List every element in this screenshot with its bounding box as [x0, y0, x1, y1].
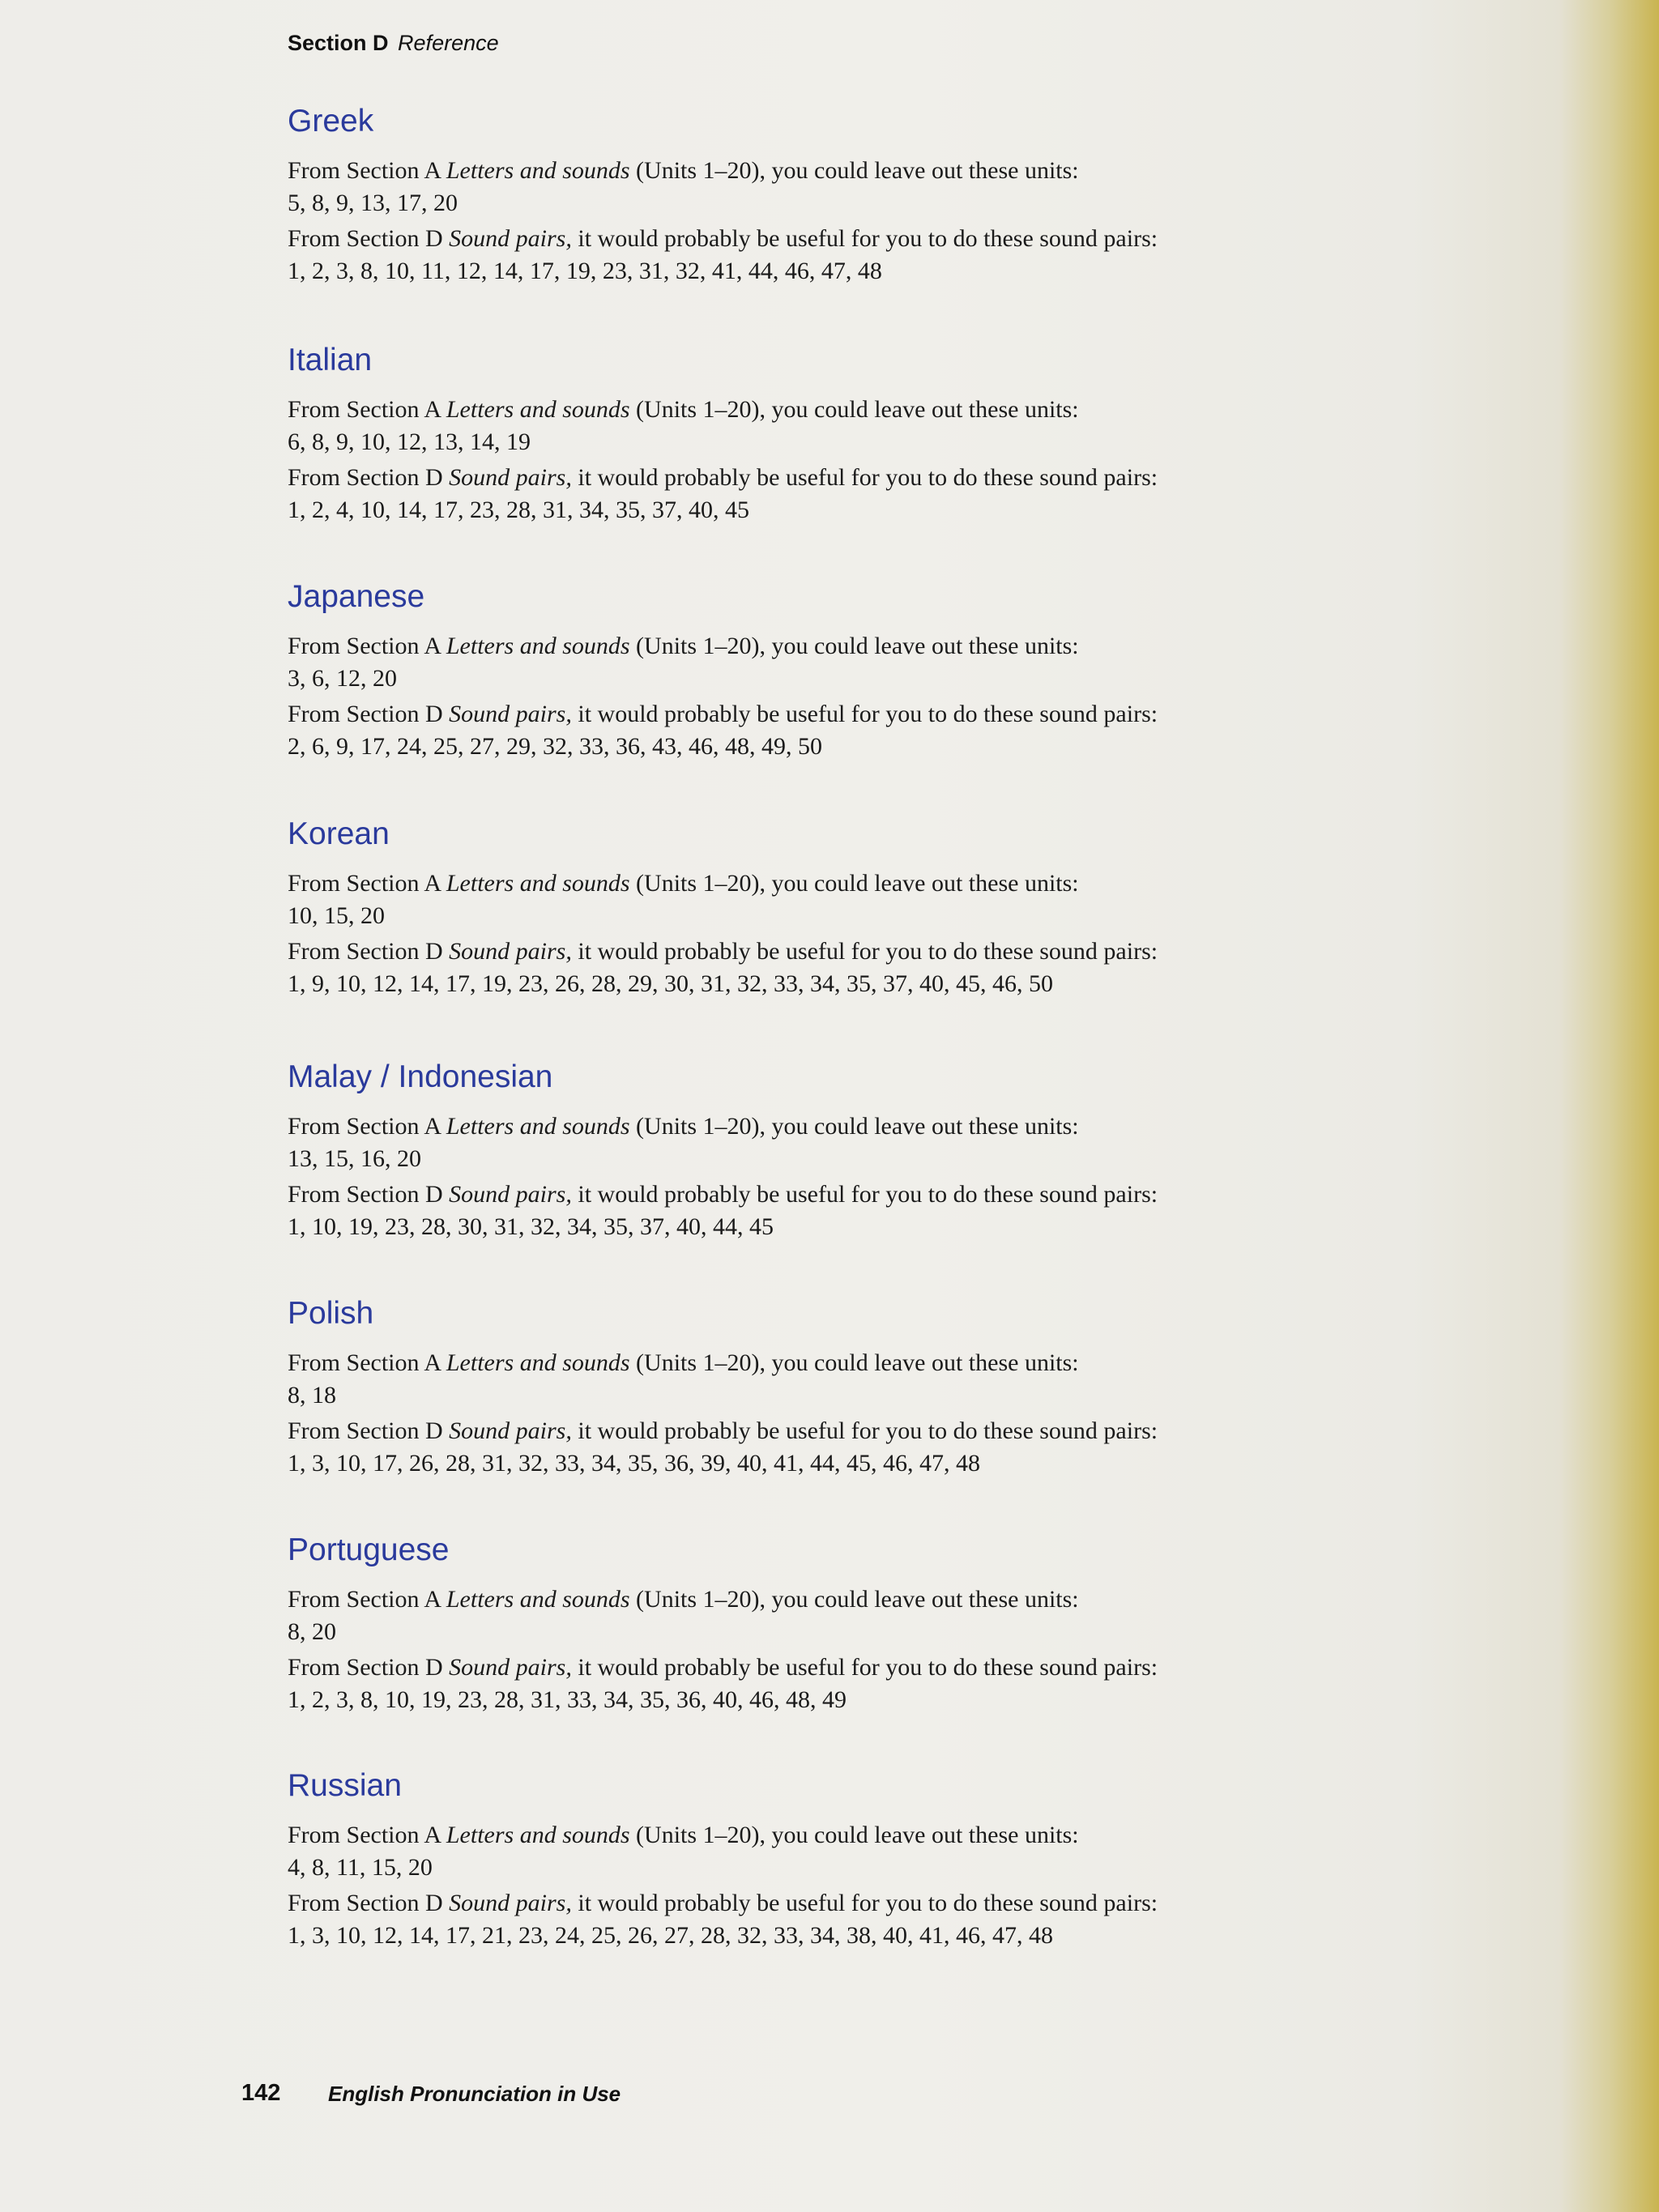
language-heading: Polish: [288, 1296, 374, 1331]
running-head-section-label: Section D: [288, 31, 389, 55]
section-a-instruction: From Section A Letters and sounds (Units 1–20), you could leave out these units:: [288, 1821, 1079, 1848]
units-list: 10, 15, 20: [288, 901, 385, 929]
running-head-section-name: Reference: [398, 31, 499, 55]
sound-pairs-list: 1, 2, 3, 8, 10, 19, 23, 28, 31, 33, 34, 35, 36, 40, 46, 48, 49: [288, 1686, 847, 1713]
sound-pairs-list: 1, 2, 3, 8, 10, 11, 12, 14, 17, 19, 23, 31, 32, 41, 44, 46, 47, 48: [288, 257, 882, 284]
section-d-instruction: From Section D Sound pairs, it would probably be useful for you to do these sound pairs:: [288, 1889, 1158, 1916]
running-head: [288, 31, 499, 56]
units-list: 5, 8, 9, 13, 17, 20: [288, 189, 458, 216]
units-list: 8, 20: [288, 1617, 336, 1645]
units-list: 4, 8, 11, 15, 20: [288, 1853, 433, 1881]
section-a-instruction: From Section A Letters and sounds (Units 1–20), you could leave out these units:: [288, 156, 1079, 184]
language-section-greek: [288, 104, 1486, 291]
language-section-russian: [288, 1768, 1486, 1955]
section-d-instruction: From Section D Sound pairs, it would probably be useful for you to do these sound pairs:: [288, 937, 1158, 965]
language-section-portuguese: [288, 1532, 1486, 1720]
book-title: English Pronunciation in Use: [328, 2082, 621, 2106]
section-a-instruction: From Section A Letters and sounds (Units 1–20), you could leave out these units:: [288, 869, 1079, 897]
language-heading: Korean: [288, 816, 390, 851]
language-section-polish: [288, 1296, 1486, 1483]
language-section-italian: [288, 343, 1486, 530]
units-list: 6, 8, 9, 10, 12, 13, 14, 19: [288, 428, 531, 455]
section-d-instruction: From Section D Sound pairs, it would probably be useful for you to do these sound pairs:: [288, 1653, 1158, 1681]
language-heading: Italian: [288, 343, 373, 377]
language-section-malay-indonesian: [288, 1059, 1486, 1247]
section-d-instruction: From Section D Sound pairs, it would probably be useful for you to do these sound pairs:: [288, 224, 1158, 252]
sound-pairs-list: 1, 9, 10, 12, 14, 17, 19, 23, 26, 28, 29, 30, 31, 32, 33, 34, 35, 37, 40, 45, 46, 50: [288, 970, 1053, 997]
sound-pairs-list: 1, 3, 10, 17, 26, 28, 31, 32, 33, 34, 35, 36, 39, 40, 41, 44, 45, 46, 47, 48: [288, 1449, 980, 1477]
language-section-japanese: [288, 579, 1486, 766]
section-a-instruction: From Section A Letters and sounds (Units 1–20), you could leave out these units:: [288, 1349, 1079, 1376]
section-a-instruction: From Section A Letters and sounds (Units 1–20), you could leave out these units:: [288, 1585, 1079, 1613]
language-heading: Japanese: [288, 579, 425, 614]
sound-pairs-list: 1, 3, 10, 12, 14, 17, 21, 23, 24, 25, 26, 27, 28, 32, 33, 34, 38, 40, 41, 46, 47, 48: [288, 1921, 1053, 1949]
language-section-korean: [288, 816, 1486, 1004]
sound-pairs-list: 1, 10, 19, 23, 28, 30, 31, 32, 34, 35, 37, 40, 44, 45: [288, 1213, 774, 1240]
section-a-instruction: From Section A Letters and sounds (Units 1–20), you could leave out these units:: [288, 1112, 1079, 1140]
section-d-instruction: From Section D Sound pairs, it would probably be useful for you to do these sound pairs:: [288, 700, 1158, 727]
units-list: 8, 18: [288, 1381, 336, 1409]
page-number: 142: [241, 2080, 281, 2106]
section-d-instruction: From Section D Sound pairs, it would probably be useful for you to do these sound pairs:: [288, 1180, 1158, 1208]
language-heading: Malay / Indonesian: [288, 1059, 553, 1094]
units-list: 13, 15, 16, 20: [288, 1144, 421, 1172]
section-a-instruction: From Section A Letters and sounds (Units 1–20), you could leave out these units:: [288, 395, 1079, 423]
language-heading: Russian: [288, 1768, 402, 1803]
section-d-instruction: From Section D Sound pairs, it would probably be useful for you to do these sound pairs:: [288, 1417, 1158, 1444]
sound-pairs-list: 2, 6, 9, 17, 24, 25, 27, 29, 32, 33, 36, 43, 46, 48, 49, 50: [288, 732, 822, 760]
sound-pairs-list: 1, 2, 4, 10, 14, 17, 23, 28, 31, 34, 35, 37, 40, 45: [288, 496, 749, 523]
language-heading: Greek: [288, 104, 374, 139]
language-heading: Portuguese: [288, 1532, 450, 1567]
section-d-instruction: From Section D Sound pairs, it would probably be useful for you to do these sound pairs:: [288, 463, 1158, 491]
units-list: 3, 6, 12, 20: [288, 664, 397, 692]
section-a-instruction: From Section A Letters and sounds (Units 1–20), you could leave out these units:: [288, 632, 1079, 659]
